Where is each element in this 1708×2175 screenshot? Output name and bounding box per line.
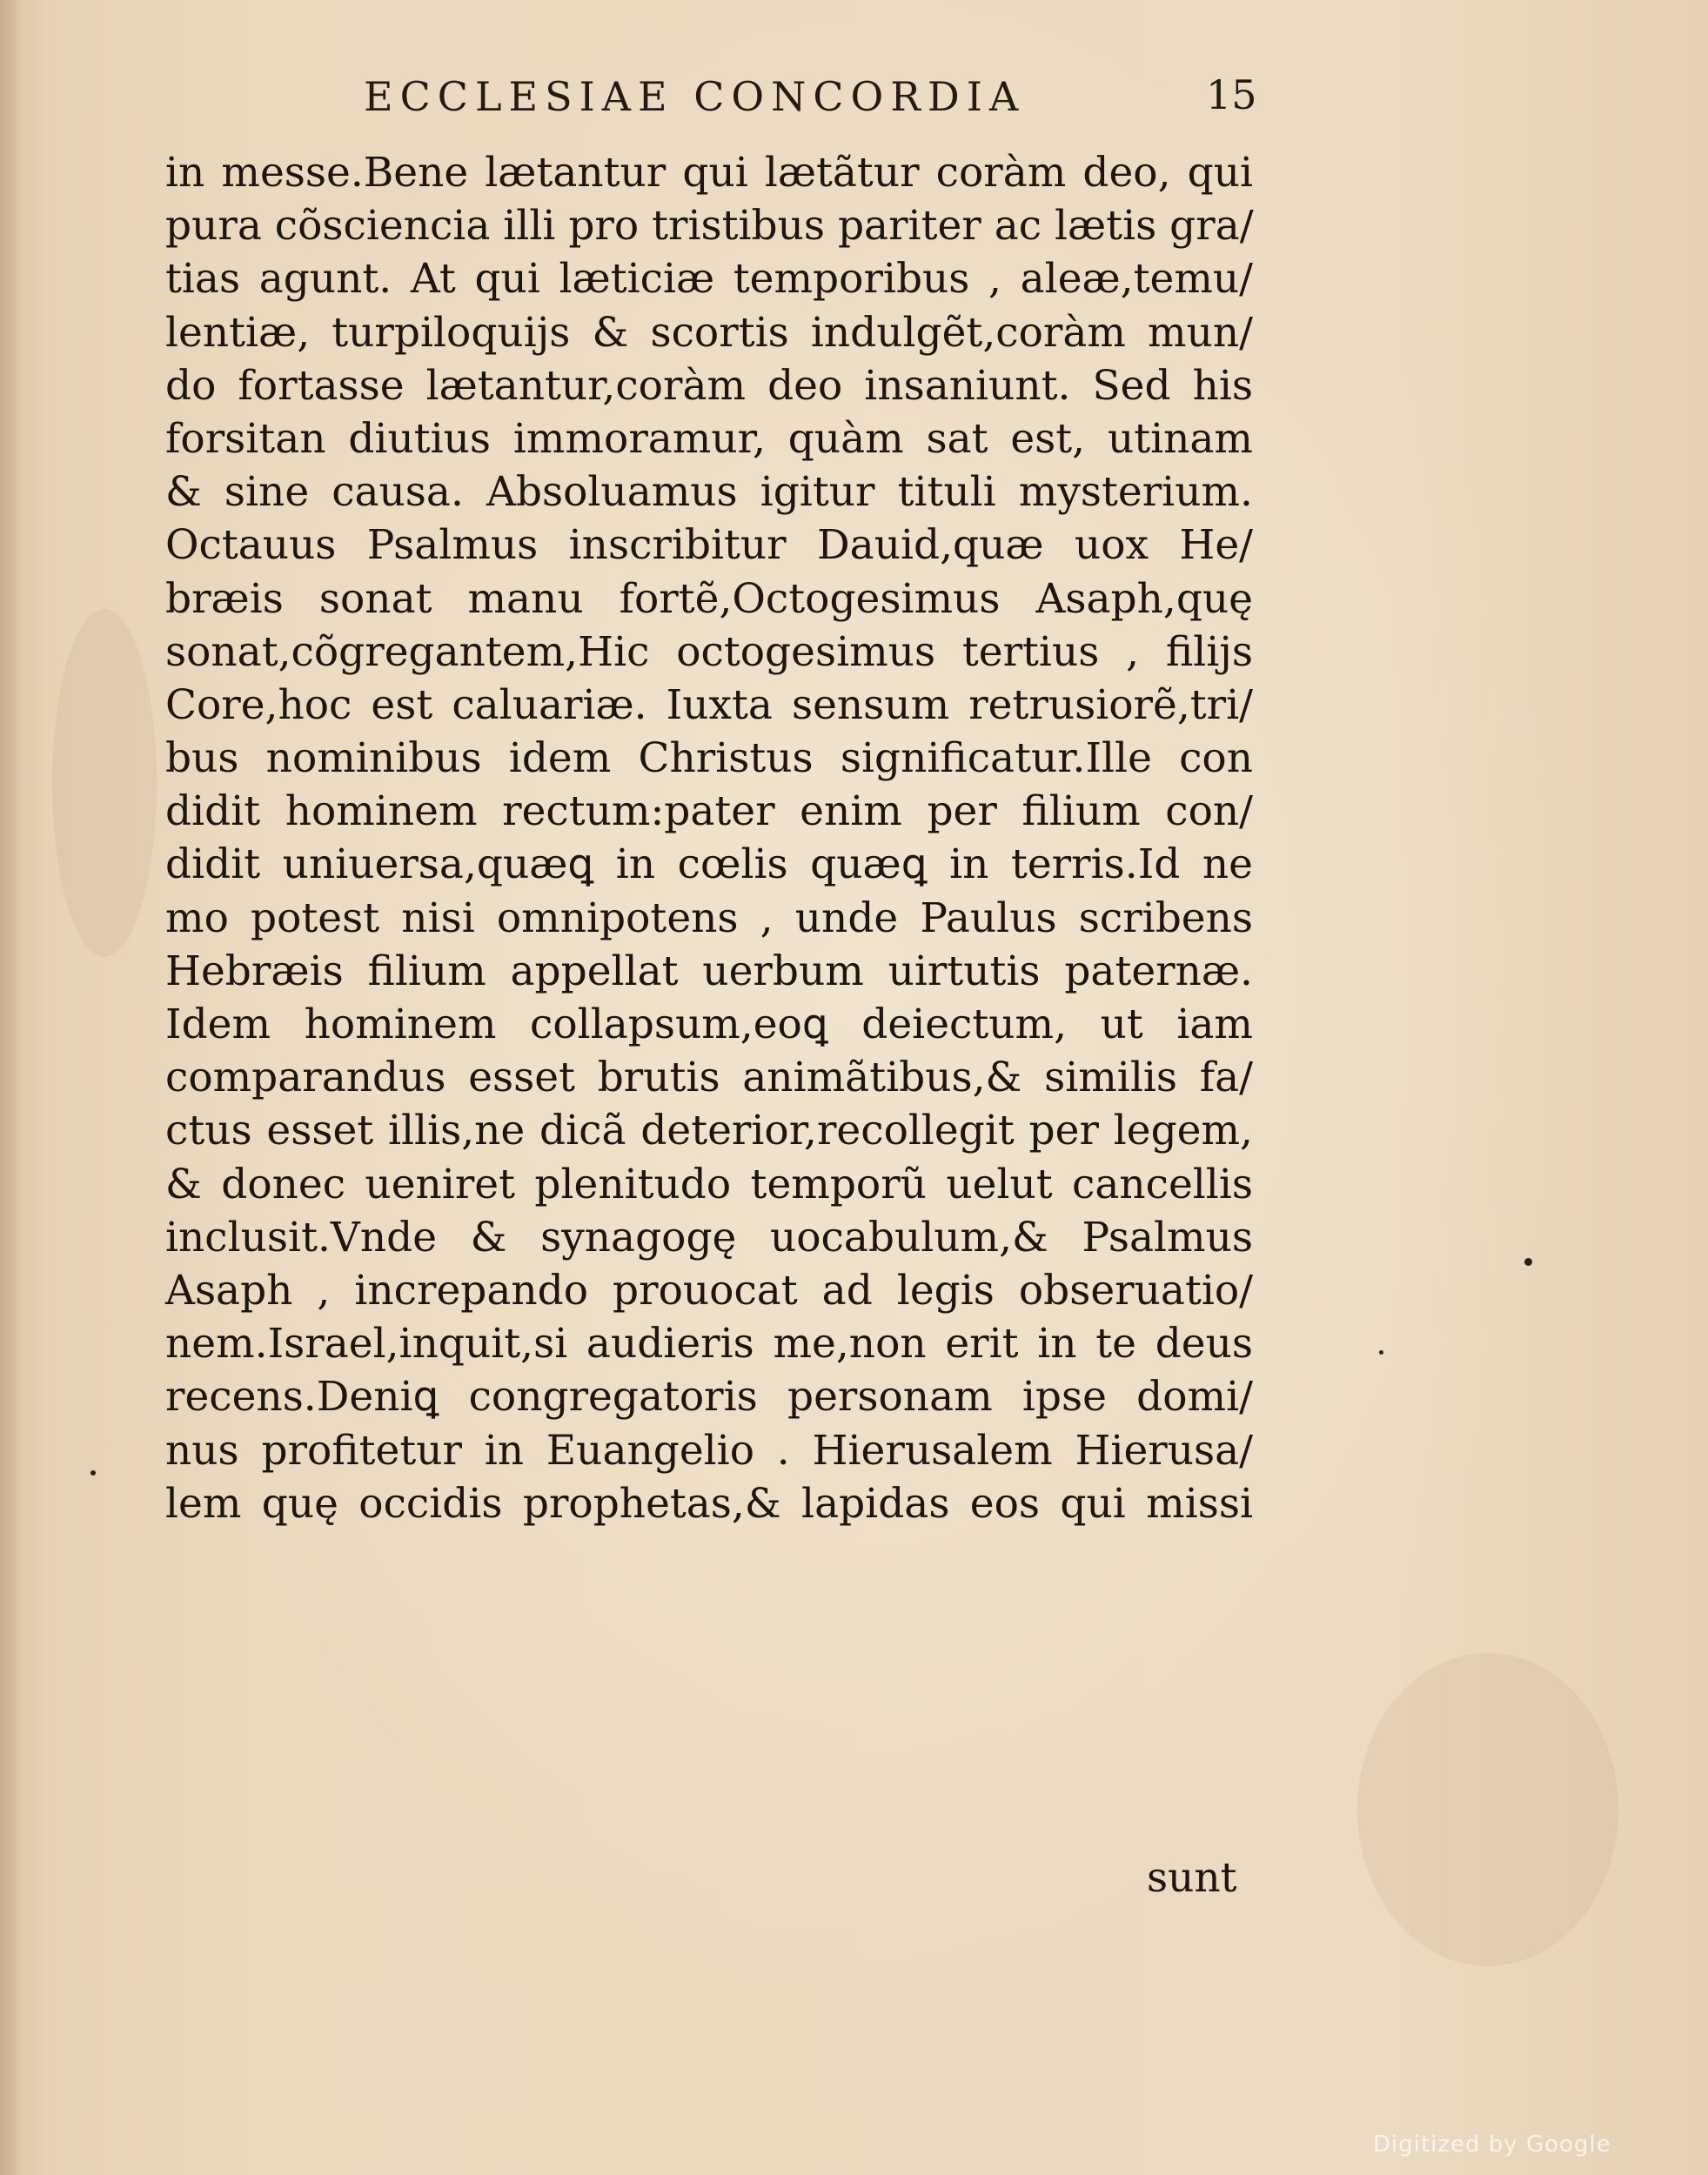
text-line: recens.Deniꝗ congregatoris personam ipse domi/ <box>165 1373 1253 1422</box>
paper-stain <box>1357 1653 1618 1966</box>
text-line: Hebræis filium appellat uerbum uirtutis paternæ. <box>165 947 1253 995</box>
body-text <box>165 146 1253 1530</box>
text-line: didit uniuersa,quæꝗ in cœlis quæꝗ in terris.Id ne <box>165 840 1253 889</box>
text-line: inclusit.Vnde & synagogę uocabulum,& Psalmus <box>165 1213 1253 1262</box>
text-line: Asaph , increpando prouocat ad legis obseruatio/ <box>165 1266 1253 1315</box>
ink-speck <box>90 1470 96 1476</box>
text-line: & sine causa. Absoluamus igitur tituli mysterium. <box>165 468 1253 517</box>
text-line: lentiæ, turpiloquijs & scortis indulgẽt,coràm mun/ <box>165 308 1253 357</box>
text-line: bus nominibus idem Christus significatur.Ille con <box>165 734 1253 783</box>
ink-speck <box>1379 1350 1383 1355</box>
text-line: ctus esset illis,ne dicã deterior,recollegit per legem, <box>165 1107 1253 1155</box>
text-line: do fortasse lætantur,coràm deo insaniunt. Sed his <box>165 361 1253 410</box>
page-number: 15 <box>1206 71 1257 118</box>
text-line: Idem hominem collapsum,eoꝗ deiectum, ut iam <box>165 1000 1253 1048</box>
running-head: ECCLESIAE CONCORDIA <box>364 73 1026 120</box>
text-line: comparandus esset brutis animãtibus,& similis fa/ <box>165 1054 1253 1102</box>
page-spine-shadow <box>0 0 23 2175</box>
text-line: forsitan diutius immoramur, quàm sat est, utinam <box>165 414 1253 463</box>
text-line: in messe.Bene lætantur qui lætãtur coràm deo, qui <box>165 149 1253 197</box>
text-line: Core,hoc est caluariæ. Iuxta sensum retrusiorẽ,tri/ <box>165 680 1253 729</box>
text-line: sonat,cõgregantem,Hic octogesimus tertius , filijs <box>165 627 1253 676</box>
text-line: tias agunt. At qui læticiæ temporibus , aleæ,temu/ <box>165 255 1253 304</box>
text-line: Octauus Psalmus inscribitur Dauid,quæ uox He/ <box>165 521 1253 570</box>
ink-speck <box>1524 1258 1532 1266</box>
text-line: mo potest nisi omnipotens , unde Paulus scribens <box>165 893 1253 942</box>
text-line: nem.Israel,inquit,si audieris me,non erit in te deus <box>165 1320 1253 1369</box>
catchword: sunt <box>1147 1854 1237 1902</box>
text-line: lem quę occidis prophetas,& lapidas eos qui missi <box>165 1479 1253 1528</box>
text-line: didit hominem rectum:pater enim per filium con/ <box>165 787 1253 836</box>
paper-stain <box>52 609 157 957</box>
digitization-watermark: Digitized by Google <box>1373 2132 1611 2158</box>
text-line: pura cõsciencia illi pro tristibus pariter ac lætis gra/ <box>165 202 1254 251</box>
text-line: & donec ueniret plenitudo temporũ uelut cancellis <box>165 1160 1253 1208</box>
text-line: bræis sonat manu fortẽ,Octogesimus Asaph,quę <box>165 574 1253 623</box>
text-line: nus profitetur in Euangelio . Hierusalem Hierusa/ <box>165 1426 1253 1475</box>
